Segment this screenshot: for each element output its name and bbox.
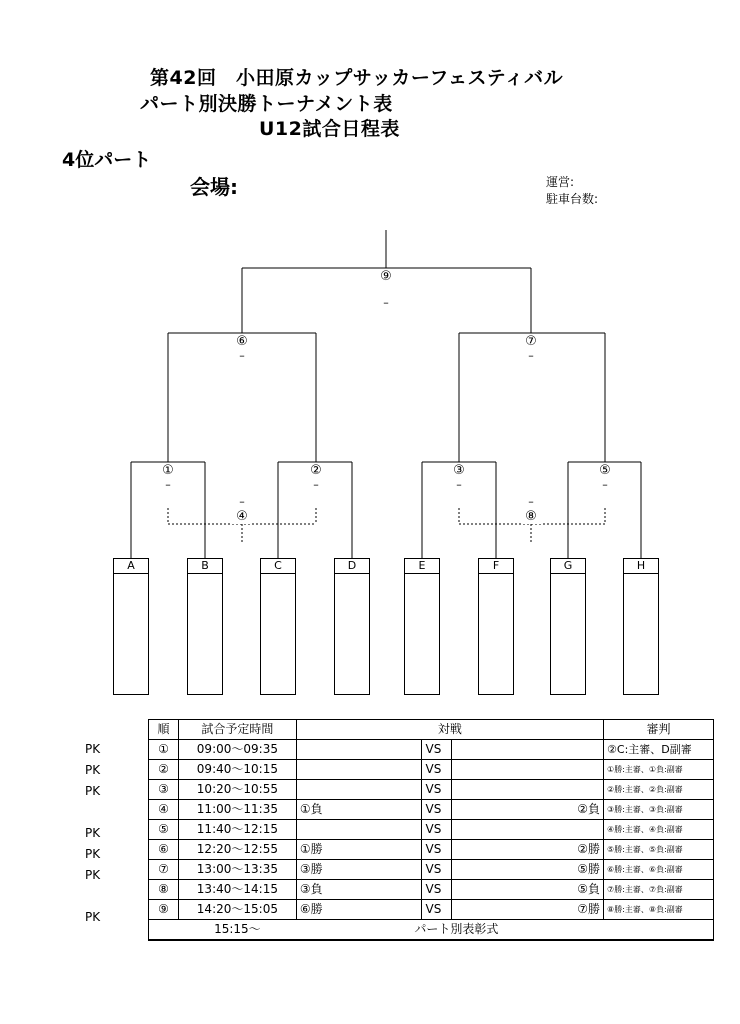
row-time: 09:00〜09:35 [178, 740, 296, 760]
row-num: ⑧ [149, 880, 179, 900]
header-referee: 審判 [604, 720, 714, 740]
row-away [452, 760, 604, 780]
team-slot-c [260, 558, 296, 695]
table-row [149, 760, 714, 780]
venue-label: 会場: [190, 175, 238, 199]
match-4-number: ④ [232, 509, 252, 524]
table-row [149, 780, 714, 800]
row-home: ③負 [296, 880, 422, 900]
title-line-1: 第42回 小田原カップサッカーフェスティバル [150, 67, 564, 89]
row-referee: ③勝:主審、③負:副審 [604, 800, 714, 820]
row-num: ⑥ [149, 840, 179, 860]
team-label: F [479, 559, 513, 574]
row-away: ②勝 [452, 840, 604, 860]
match-6-number: ⑥ [236, 334, 248, 349]
schedule-table [148, 719, 714, 941]
row-num: ⑦ [149, 860, 179, 880]
match-8-score: – [528, 495, 534, 508]
row-home [296, 760, 422, 780]
row-vs: VS [422, 900, 452, 920]
pk-label: PK [85, 742, 101, 756]
match-3-score: – [456, 478, 462, 491]
team-slot-f [478, 558, 514, 695]
ceremony-time: 15:15〜 [178, 920, 296, 941]
row-away: ⑤負 [452, 880, 604, 900]
part-label: 4位パート [62, 149, 152, 171]
row-referee: ②C:主審、D副審 [604, 740, 714, 760]
team-label: H [624, 559, 658, 574]
row-vs: VS [422, 740, 452, 760]
row-time: 10:20〜10:55 [178, 780, 296, 800]
pk-label: PK [85, 910, 101, 924]
pk-label: PK [85, 784, 101, 798]
row-home: ⑥勝 [296, 900, 422, 920]
match-5-number: ⑤ [599, 463, 611, 478]
row-home: ③勝 [296, 860, 422, 880]
pk-label: PK [85, 763, 101, 777]
match-6-score: – [239, 349, 245, 362]
row-num: ④ [149, 800, 179, 820]
title-line-3: U12試合日程表 [259, 118, 400, 140]
team-label: D [335, 559, 369, 574]
row-away: ⑦勝 [452, 900, 604, 920]
match-9-score: – [383, 296, 389, 309]
row-time: 11:00〜11:35 [178, 800, 296, 820]
operation-label: 運営: [546, 175, 575, 189]
match-7-score: – [528, 349, 534, 362]
table-row [149, 880, 714, 900]
table-row [149, 900, 714, 920]
team-label: B [188, 559, 222, 574]
row-away [452, 740, 604, 760]
match-3-number: ③ [453, 463, 465, 478]
row-vs: VS [422, 780, 452, 800]
row-referee: ⑥勝:主審、⑥負:副審 [604, 860, 714, 880]
row-away [452, 820, 604, 840]
row-vs: VS [422, 880, 452, 900]
table-row [149, 740, 714, 760]
pk-label: PK [85, 826, 101, 840]
team-label: G [551, 559, 585, 574]
row-time: 14:20〜15:05 [178, 900, 296, 920]
match-4-score: – [239, 495, 245, 508]
team-slot-e [404, 558, 440, 695]
table-row [149, 840, 714, 860]
row-vs: VS [422, 760, 452, 780]
pk-label: PK [85, 847, 101, 861]
team-slot-d [334, 558, 370, 695]
row-home [296, 780, 422, 800]
match-2-number: ② [310, 463, 322, 478]
row-home [296, 820, 422, 840]
row-num: ⑤ [149, 820, 179, 840]
match-1-number: ① [162, 463, 174, 478]
row-referee: ②勝:主審、②負:副審 [604, 780, 714, 800]
row-time: 13:40〜14:15 [178, 880, 296, 900]
row-referee: ⑤勝:主審、⑤負:副審 [604, 840, 714, 860]
team-label: C [261, 559, 295, 574]
match-9-number: ⑨ [380, 269, 392, 284]
row-time: 09:40〜10:15 [178, 760, 296, 780]
table-row [149, 800, 714, 820]
row-num: ① [149, 740, 179, 760]
match-5-score: – [602, 478, 608, 491]
row-referee: ⑦勝:主審、⑦負:副審 [604, 880, 714, 900]
pk-label: PK [85, 868, 101, 882]
header-order: 順 [149, 720, 179, 740]
team-slot-b [187, 558, 223, 695]
ceremony-spacer [149, 920, 179, 941]
row-home: ①負 [296, 800, 422, 820]
row-vs: VS [422, 820, 452, 840]
header-time: 試合予定時間 [178, 720, 296, 740]
row-num: ③ [149, 780, 179, 800]
row-away: ⑤勝 [452, 860, 604, 880]
row-home: ①勝 [296, 840, 422, 860]
row-vs: VS [422, 840, 452, 860]
ceremony-label: パート別表彰式 [296, 920, 713, 941]
ceremony-row [149, 920, 714, 941]
title-line-2: パート別決勝トーナメント表 [140, 93, 393, 115]
row-vs: VS [422, 860, 452, 880]
row-num: ② [149, 760, 179, 780]
row-time: 11:40〜12:15 [178, 820, 296, 840]
match-8-number: ⑧ [521, 509, 541, 524]
row-time: 12:20〜12:55 [178, 840, 296, 860]
table-row [149, 820, 714, 840]
row-away [452, 780, 604, 800]
table-row [149, 860, 714, 880]
match-7-number: ⑦ [525, 334, 537, 349]
match-2-score: – [313, 478, 319, 491]
header-match: 対戦 [296, 720, 603, 740]
row-num: ⑨ [149, 900, 179, 920]
row-time: 13:00〜13:35 [178, 860, 296, 880]
team-slot-h [623, 558, 659, 695]
team-label: A [114, 559, 148, 574]
row-home [296, 740, 422, 760]
parking-label: 駐車台数: [546, 192, 599, 206]
row-referee: ①勝:主審、①負:副審 [604, 760, 714, 780]
team-slot-g [550, 558, 586, 695]
team-label: E [405, 559, 439, 574]
row-vs: VS [422, 800, 452, 820]
row-referee: ④勝:主審、④負:副審 [604, 820, 714, 840]
row-referee: ⑧勝:主審、⑧負:副審 [604, 900, 714, 920]
match-1-score: – [165, 478, 171, 491]
table-header-row [149, 720, 714, 740]
row-away: ②負 [452, 800, 604, 820]
team-slot-a [113, 558, 149, 695]
